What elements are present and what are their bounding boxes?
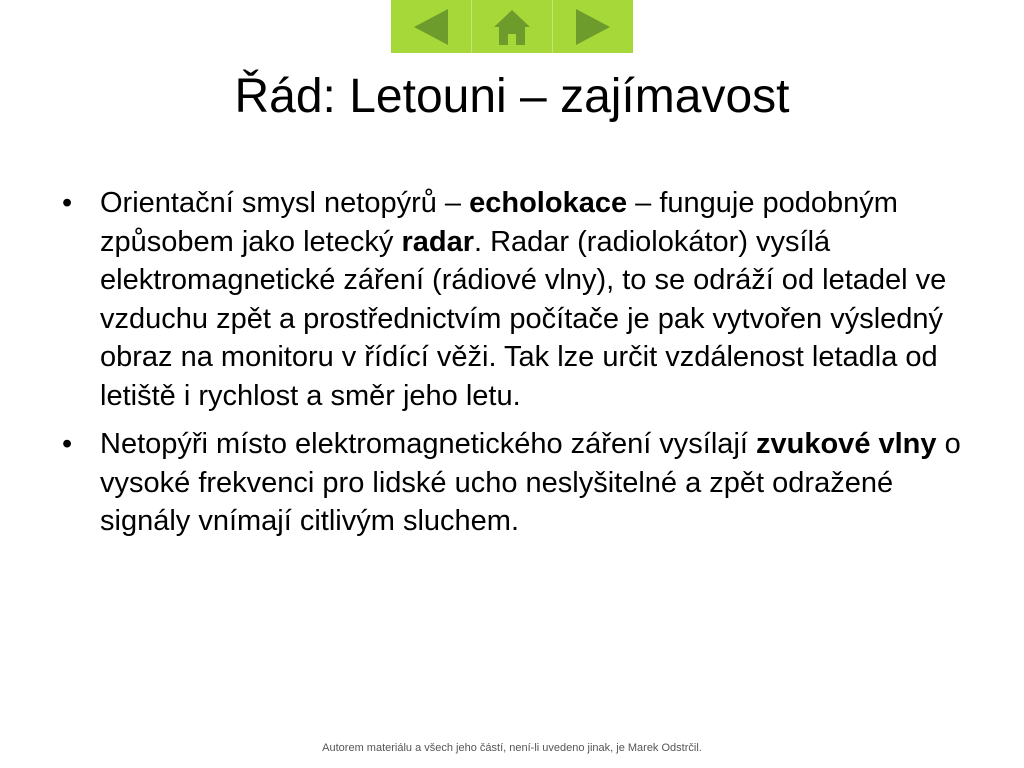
slide-title: Řád: Letouni – zajímavost — [234, 70, 790, 123]
text-segment: Orientační smysl netopýrů – — [100, 187, 470, 219]
text-segment: – funguje podobným způsobem jako letecký — [100, 187, 898, 258]
bullet-item — [62, 184, 982, 415]
slide-navigation-bar — [391, 0, 633, 53]
next-slide-button[interactable] — [553, 0, 633, 53]
previous-slide-button[interactable] — [391, 0, 471, 53]
home-button[interactable] — [471, 0, 553, 53]
bullet-marker: • — [62, 428, 73, 460]
bullet-text — [100, 428, 961, 537]
bold-term: echolokace — [469, 187, 628, 219]
slide-content — [62, 184, 982, 551]
author-footer: Autorem materiálu a všech jeho částí, není-li uvedeno jinak, je Marek Odstrčil. — [322, 742, 702, 754]
triangle-left-icon — [410, 7, 452, 47]
bold-term: zvukové vlny — [756, 428, 937, 460]
home-icon — [492, 7, 532, 47]
text-segment: o vysoké frekvenci pro lidské ucho neslyšitelné a zpět odražené signály vnímají citlivým sluchem. — [100, 428, 961, 537]
text-segment: Netopýři místo elektromagnetického záření vysílají — [100, 428, 756, 460]
triangle-right-icon — [572, 7, 614, 47]
bullet-item — [62, 425, 982, 541]
bullet-marker: • — [62, 187, 73, 219]
text-segment: . Radar (radiolokátor) vysílá elektromagnetické záření (rádiové vlny), to se odráží od letadel ve vzduchu zpět a prostřednictvím počítače je pak vytvořen výsledný obraz na monitoru v řídící věži. Tak lze určit vzdálenost letadla od letiště i rychlost a směr jeho letu. — [100, 225, 947, 412]
bold-term: radar — [401, 225, 474, 258]
bullet-text — [100, 187, 946, 412]
